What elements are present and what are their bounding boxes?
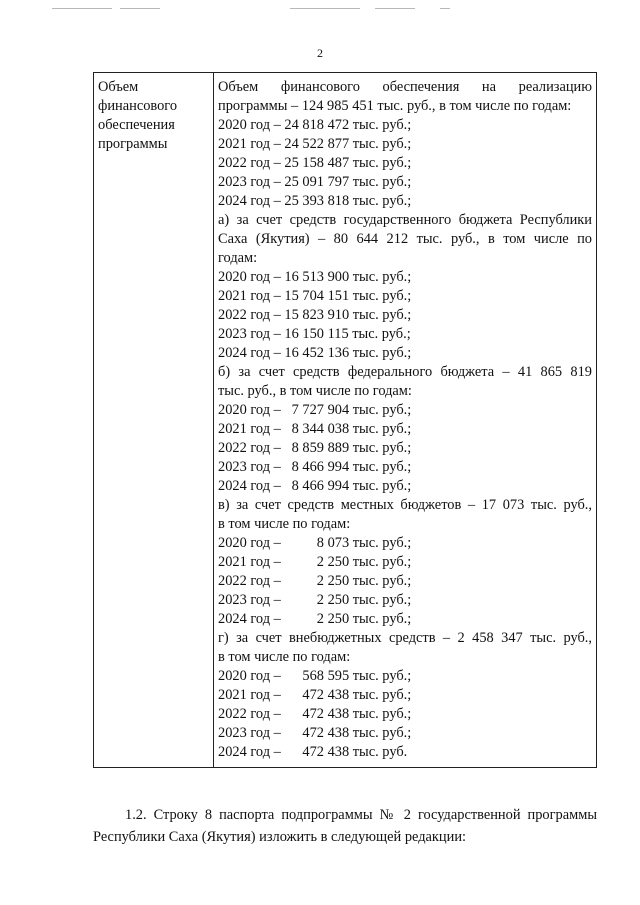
content-line: 2023 год – 2 250 тыс. руб.; xyxy=(218,592,412,608)
scan-artifact-line xyxy=(120,8,160,9)
content-line: 2024 год – 8 466 994 тыс. руб.; xyxy=(218,478,412,494)
content-line: 2023 год – 472 438 тыс. руб.; xyxy=(218,725,412,741)
content-line: 2022 год – 2 250 тыс. руб.; xyxy=(218,573,412,589)
content-line: 2023 год – 16 150 115 тыс. руб.; xyxy=(218,326,411,342)
content-line: 2021 год – 8 344 038 тыс. руб.; xyxy=(218,421,412,437)
amendment-paragraph xyxy=(93,804,597,848)
content-line: 2022 год – 25 158 487 тыс. руб.; xyxy=(218,155,412,171)
row-content-cell xyxy=(214,73,597,768)
content-line: 2022 год – 8 859 889 тыс. руб.; xyxy=(218,440,412,456)
content-line: 2020 год – 7 727 904 тыс. руб.; xyxy=(218,402,412,418)
content-line: 2023 год – 8 466 994 тыс. руб.; xyxy=(218,459,412,475)
content-line: в том числе по годам: xyxy=(218,516,351,532)
content-line: 2020 год – 568 595 тыс. руб.; xyxy=(218,668,412,684)
content-line: 2021 год – 2 250 тыс. руб.; xyxy=(218,554,412,570)
content-line: а) за счет средств государственного бюджета Республики xyxy=(218,212,592,228)
content-line: годам: xyxy=(218,250,258,266)
table-row xyxy=(94,73,597,768)
label-line: программы xyxy=(98,136,168,152)
content-line: 2024 год – 472 438 тыс. руб. xyxy=(218,744,408,760)
content-line: 2021 год – 24 522 877 тыс. руб.; xyxy=(218,136,412,152)
passport-table xyxy=(93,72,597,768)
page-number: 2 xyxy=(317,46,323,60)
content-line: Объем финансового обеспечения на реализацию xyxy=(218,79,592,95)
content-line: 2020 год – 8 073 тыс. руб.; xyxy=(218,535,412,551)
content-line: 2020 год – 16 513 900 тыс. руб.; xyxy=(218,269,412,285)
content-line: в том числе по годам: xyxy=(218,649,351,665)
content-line: Саха (Якутия) – 80 644 212 тыс. руб., в том числе по xyxy=(218,231,592,247)
content-line: 2023 год – 25 091 797 тыс. руб.; xyxy=(218,174,412,190)
content-line: тыс. руб., в том числе по годам: xyxy=(218,383,412,399)
content-line: 2024 год – 2 250 тыс. руб.; xyxy=(218,611,412,627)
scan-artifact-line xyxy=(290,8,360,9)
scan-artifact-line xyxy=(375,8,415,9)
row-label-cell xyxy=(94,73,214,768)
content-line: 2022 год – 472 438 тыс. руб.; xyxy=(218,706,412,722)
content-line: программы – 124 985 451 тыс. руб., в том числе по годам: xyxy=(218,98,572,114)
scan-artifact-line xyxy=(440,8,450,9)
content-line: в) за счет средств местных бюджетов – 17 073 тыс. руб., xyxy=(218,497,592,513)
content-line: 2024 год – 16 452 136 тыс. руб.; xyxy=(218,345,412,361)
content-line: г) за счет внебюджетных средств – 2 458 347 тыс. руб., xyxy=(218,630,592,646)
content-line: 2024 год – 25 393 818 тыс. руб.; xyxy=(218,193,412,209)
scan-artifact-line xyxy=(52,8,112,9)
label-line: Объем xyxy=(98,79,139,95)
label-line: обеспечения xyxy=(98,117,175,133)
content-line: б) за счет средств федерального бюджета – 41 865 819 xyxy=(218,364,592,380)
content-line: 2021 год – 15 704 151 тыс. руб.; xyxy=(218,288,412,304)
paragraph-line: 1.2. Строку 8 паспорта подпрограммы № 2 государственной программы xyxy=(125,807,597,823)
content-line: 2022 год – 15 823 910 тыс. руб.; xyxy=(218,307,412,323)
content-line: 2020 год – 24 818 472 тыс. руб.; xyxy=(218,117,412,133)
content-line: 2021 год – 472 438 тыс. руб.; xyxy=(218,687,412,703)
paragraph-line: Республики Саха (Якутия) изложить в следующей редакции: xyxy=(93,829,467,845)
label-line: финансового xyxy=(98,98,178,114)
